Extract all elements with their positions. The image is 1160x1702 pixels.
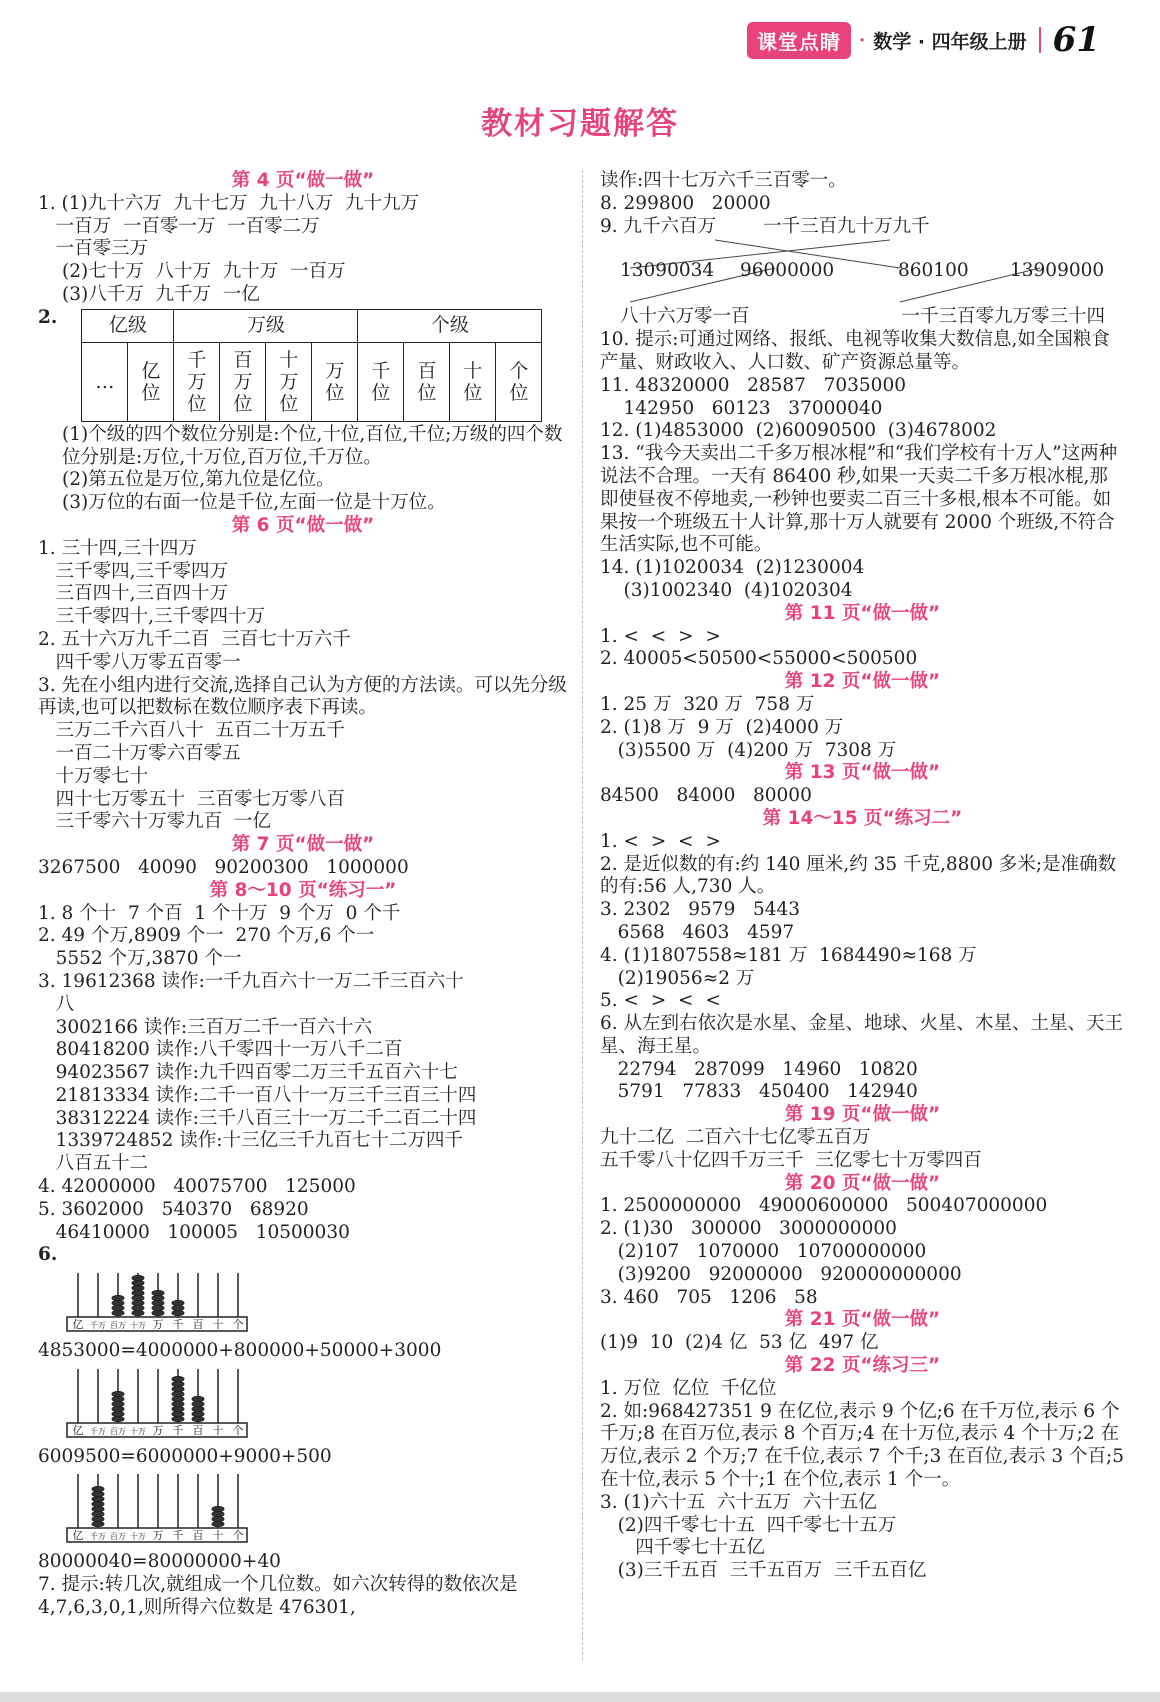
answer-line: 三千零四,三千零四万 bbox=[38, 560, 229, 582]
answer-line: 94023567 读作:九千四百零二万三千五百六十七 bbox=[38, 1062, 458, 1084]
answer-line: 11. 48320000 28587 7035000 bbox=[600, 374, 906, 396]
abacus-bead bbox=[172, 1396, 184, 1401]
abacus-label: 十万 bbox=[130, 1426, 146, 1436]
abacus-label: 十 bbox=[212, 1529, 224, 1543]
abacus-label: 千 bbox=[172, 1423, 184, 1437]
answer-line: 3. 460 705 1206 58 bbox=[600, 1286, 818, 1308]
answer-line: 5552 个万,3870 个一 bbox=[38, 948, 242, 970]
section-heading: 第 12 页“做一做” bbox=[784, 671, 941, 693]
table-cell: … bbox=[82, 342, 128, 421]
abacus-bead bbox=[172, 1386, 184, 1391]
abacus-label: 千 bbox=[172, 1318, 184, 1332]
abacus-bead bbox=[172, 1381, 184, 1386]
abacus-bead bbox=[92, 1497, 104, 1502]
answer-note: (1)个级的四个数位分别是:个位,十位,百位,千位;万级的四个数位分别是:万位,十万位,百万位,千万位。 bbox=[62, 423, 563, 468]
section-heading: 第 22 页“练习三” bbox=[784, 1355, 941, 1377]
abacus-bead bbox=[152, 1306, 164, 1311]
question-number: 6. bbox=[38, 1244, 58, 1266]
answer-paragraph: 2. 是近似数的有:约 140 厘米,约 35 千克,8800 多米;是准确数的有:56 人,730 人。 bbox=[600, 853, 1117, 898]
abacus-label: 千万 bbox=[90, 1532, 106, 1542]
abacus-diagram bbox=[66, 1271, 266, 1333]
abacus-bead bbox=[112, 1296, 124, 1301]
answer-line: 46410000 100005 10500030 bbox=[38, 1221, 350, 1243]
answer-line: 5. 3602000 540370 68920 bbox=[38, 1198, 309, 1220]
abacus-bead bbox=[92, 1492, 104, 1497]
answer-line: 八百五十二 bbox=[38, 1153, 149, 1175]
abacus-label: 万 bbox=[152, 1529, 164, 1543]
abacus-bead bbox=[92, 1522, 104, 1527]
header-divider bbox=[1039, 27, 1041, 53]
answer-line: 38312224 读作:三千八百三十一万二千二百二十四 bbox=[38, 1107, 477, 1129]
abacus-bead bbox=[212, 1517, 224, 1522]
question-number: 2. bbox=[38, 306, 58, 328]
equation-line: 6009500=6000000+9000+500 bbox=[38, 1445, 332, 1467]
answer-line: 四千零七十五亿 bbox=[600, 1537, 765, 1559]
answer-line: 三千零六十万零九百 一亿 bbox=[38, 811, 271, 833]
section-heading: 第 20 页“做一做” bbox=[784, 1172, 941, 1194]
table-cell: 百万位 bbox=[220, 342, 266, 421]
answer-line: 三百四十,三百四十万 bbox=[38, 583, 229, 605]
abacus-bead bbox=[212, 1512, 224, 1517]
answer-line: (2)107 1070000 10700000000 bbox=[600, 1241, 927, 1263]
abacus-bead bbox=[92, 1507, 104, 1512]
abacus-bead bbox=[132, 1281, 144, 1286]
match-number: 860100 bbox=[898, 260, 969, 282]
abacus-bead bbox=[112, 1391, 124, 1396]
abacus-bead bbox=[92, 1502, 104, 1507]
abacus-diagram bbox=[66, 1367, 266, 1439]
answer-line: 读作:四十七万六千三百零一。 bbox=[600, 170, 847, 191]
answer-line: 十万零七十 bbox=[38, 765, 149, 787]
abacus-label: 十万 bbox=[130, 1321, 146, 1331]
page-footer-strip bbox=[0, 1692, 1160, 1702]
answer-paragraph: 7. 提示:转几次,就组成一个几位数。如六次转得的数依次是 4,7,6,3,0,1,则所得六位数是 476301, bbox=[38, 1574, 518, 1618]
abacus-bead bbox=[132, 1296, 144, 1301]
abacus-bead bbox=[92, 1512, 104, 1517]
answer-note: (3)万位的右面一位是千位,左面一位是十万位。 bbox=[62, 492, 446, 514]
answer-line: 1. < > < > bbox=[600, 830, 721, 852]
abacus-bead bbox=[192, 1406, 204, 1411]
abacus-label: 个 bbox=[232, 1318, 244, 1332]
abacus-bead bbox=[132, 1291, 144, 1296]
answer-line: 3. (1)六十五 六十五万 六十五亿 bbox=[600, 1491, 877, 1513]
abacus-label: 亿 bbox=[72, 1423, 84, 1437]
abacus-label: 个 bbox=[232, 1529, 244, 1543]
header-dot: · bbox=[858, 29, 866, 51]
answer-line: 三万二千六百八十 五百二十万五千 bbox=[38, 720, 345, 742]
abacus-bead bbox=[172, 1406, 184, 1411]
abacus-label: 千万 bbox=[90, 1321, 106, 1331]
abacus-label: 万 bbox=[152, 1318, 164, 1332]
book-badge: 课堂点睛 bbox=[747, 22, 851, 59]
answer-line: 1339724852 读作:十三亿三千九百七十二万四千 bbox=[38, 1130, 463, 1152]
abacus-bead bbox=[112, 1311, 124, 1316]
equation-line: 4853000=4000000+800000+50000+3000 bbox=[38, 1340, 442, 1362]
answer-line: 84500 84000 80000 bbox=[600, 785, 812, 807]
abacus-bead bbox=[132, 1276, 144, 1281]
abacus-label: 百 bbox=[192, 1318, 204, 1332]
abacus-bead bbox=[112, 1401, 124, 1406]
abacus-label: 个 bbox=[232, 1423, 244, 1437]
answer-paragraph: 3. 先在小组内进行交流,选择自己认为方便的方法读。可以先分级再读,也可以把数标在数位顺序表下再读。 bbox=[38, 674, 567, 719]
abacus-bead bbox=[112, 1306, 124, 1311]
answer-line: 一百零三万 bbox=[38, 238, 149, 260]
answer-line: (2)19056≈2 万 bbox=[600, 967, 755, 989]
section-heading: 第 13 页“做一做” bbox=[784, 762, 941, 784]
answer-line: 3. 2302 9579 5443 bbox=[600, 899, 801, 921]
table-cell: 万位 bbox=[312, 342, 358, 421]
answer-line: 2. 49 个万,8909 个一 270 个万,6 个一 bbox=[38, 925, 375, 947]
answer-line: 2. (1)30 300000 3000000000 bbox=[600, 1218, 897, 1240]
abacus-bead bbox=[132, 1306, 144, 1311]
answer-line: 八 bbox=[38, 993, 75, 1015]
abacus-bead bbox=[112, 1301, 124, 1306]
match-word: 一千三百零九万零三十四 bbox=[901, 306, 1105, 328]
answer-line: (2)四千零七十五 四千零七十五万 bbox=[600, 1514, 897, 1536]
abacus-label: 千万 bbox=[90, 1426, 106, 1436]
abacus-label: 万 bbox=[152, 1423, 164, 1437]
abacus-label: 十 bbox=[212, 1318, 224, 1332]
section-heading: 第 6 页“做一做” bbox=[231, 514, 375, 536]
abacus-label: 十 bbox=[212, 1423, 224, 1437]
answer-line: (3)三千五百 三千五百万 三千五百亿 bbox=[600, 1560, 927, 1582]
abacus-bead bbox=[172, 1376, 184, 1381]
table-cell: 亿位 bbox=[128, 342, 174, 421]
section-heading: 第 8～10 页“练习一” bbox=[209, 879, 397, 901]
answer-line: 1. 25 万 320 万 758 万 bbox=[600, 693, 815, 715]
abacus-diagram bbox=[66, 1472, 266, 1544]
abacus-bead bbox=[112, 1416, 124, 1421]
abacus-bead bbox=[152, 1301, 164, 1306]
abacus-bead bbox=[172, 1401, 184, 1406]
answer-note: (2)第五位是万位,第九位是亿位。 bbox=[62, 469, 335, 491]
page-title: 教材习题解答 bbox=[481, 106, 679, 142]
abacus-bead bbox=[152, 1296, 164, 1301]
answer-line: (3)5500 万 (4)200 万 7308 万 bbox=[600, 739, 897, 761]
section-heading: 第 7 页“做一做” bbox=[231, 834, 375, 856]
answer-line: 3267500 40090 90200300 1000000 bbox=[38, 856, 409, 878]
answer-line: 九十二亿 二百六十七亿零五百万 bbox=[600, 1127, 871, 1149]
page-header bbox=[747, 20, 1100, 60]
answer-line: 14. (1)1020034 (2)1230004 bbox=[600, 557, 865, 579]
abacus-bead bbox=[212, 1522, 224, 1527]
answer-line: 21813334 读作:二千一百八十一万三千三百三十四 bbox=[38, 1084, 477, 1106]
answer-line: 6568 4603 4597 bbox=[600, 921, 795, 943]
abacus-bead bbox=[132, 1311, 144, 1316]
abacus-bead bbox=[172, 1306, 184, 1311]
abacus-label: 亿 bbox=[72, 1529, 84, 1543]
answer-line: 2. (1)8 万 9 万 (2)4000 万 bbox=[600, 716, 844, 738]
section-heading: 第 19 页“做一做” bbox=[784, 1104, 941, 1126]
match-word: 八十六万零一百 bbox=[620, 306, 750, 328]
section-heading: 第 11 页“做一做” bbox=[784, 602, 941, 624]
answer-line: 五千零八十亿四千万三千 三亿零七十万零四百 bbox=[600, 1149, 982, 1171]
column-divider bbox=[582, 170, 583, 1660]
answer-line: 2. 40005<50500<55000<500500 bbox=[600, 648, 918, 670]
section-heading: 第 14～15 页“练习二” bbox=[762, 807, 963, 829]
equation-line: 80000040=80000000+40 bbox=[38, 1551, 281, 1573]
abacus-bead bbox=[172, 1411, 184, 1416]
abacus-label: 百 bbox=[192, 1423, 204, 1437]
answer-line: (3)9200 92000000 920000000000 bbox=[600, 1263, 962, 1285]
answer-paragraph: 6. 从左到右依次是水星、金星、地球、火星、木星、土星、天王星、海王星。 bbox=[600, 1013, 1124, 1057]
answer-line: 1. < < > > bbox=[600, 625, 721, 647]
abacus-label: 百万 bbox=[110, 1321, 126, 1331]
abacus-bead bbox=[172, 1416, 184, 1421]
answer-line: 一百万 一百零一万 一百零二万 bbox=[38, 215, 320, 237]
table-cell: 十万位 bbox=[266, 342, 312, 421]
match-number: 96000000 bbox=[740, 260, 835, 282]
answer-line: 4. (1)1807558≈181 万 1684490≈168 万 bbox=[600, 944, 977, 966]
abacus-label: 千 bbox=[172, 1529, 184, 1543]
table-header-wan: 万级 bbox=[174, 309, 358, 342]
table-cell: 个位 bbox=[496, 342, 542, 421]
answer-line: 1. 8 个十 7 个百 1 个十万 9 个万 0 个千 bbox=[38, 902, 401, 924]
left-column bbox=[38, 170, 568, 1620]
right-column bbox=[600, 170, 1125, 1583]
answer-line: 4. 42000000 40075700 125000 bbox=[38, 1176, 356, 1198]
abacus-bead bbox=[192, 1396, 204, 1401]
table-cell: 千位 bbox=[358, 342, 404, 421]
abacus-bead bbox=[112, 1396, 124, 1401]
answer-line: 1. (1)九十六万 九十七万 九十八万 九十九万 bbox=[38, 192, 420, 214]
answer-line: 1. 2500000000 49000600000 500407000000 bbox=[600, 1195, 1048, 1217]
abacus-bead bbox=[192, 1401, 204, 1406]
answer-line: 三千零四十,三千零四十万 bbox=[38, 606, 266, 628]
answer-line: (2)七十万 八十万 九十万 一百万 bbox=[62, 261, 346, 283]
page-number: 61 bbox=[1052, 20, 1100, 60]
table-cell: 千万位 bbox=[174, 342, 220, 421]
answer-line: 1. 万位 亿位 千亿位 bbox=[600, 1377, 777, 1399]
subject-label: 数学 · 四年级上册 bbox=[873, 30, 1027, 53]
answer-line: 80418200 读作:八千零四十一万八千二百 bbox=[38, 1039, 403, 1061]
answer-line: (1)9 10 (2)4 亿 53 亿 497 亿 bbox=[600, 1332, 879, 1354]
section-heading: 第 4 页“做一做” bbox=[231, 170, 375, 191]
matching-diagram bbox=[600, 238, 1125, 306]
abacus-label: 亿 bbox=[72, 1318, 84, 1332]
abacus-bead bbox=[192, 1411, 204, 1416]
abacus-bead bbox=[152, 1311, 164, 1316]
match-number: 13090034 bbox=[620, 260, 715, 282]
abacus-bead bbox=[212, 1507, 224, 1512]
abacus-bead bbox=[172, 1301, 184, 1306]
answer-line: 12. (1)4853000 (2)60090500 (3)4678002 bbox=[600, 420, 997, 442]
answer-line: 142950 60123 37000040 bbox=[600, 397, 883, 419]
abacus-bead bbox=[192, 1416, 204, 1421]
answer-paragraph: 13. “我今天卖出二千多万根冰棍”和“我们学校有十万人”这两种说法不合理。一天有 86400 秒,如果一天卖二千多万根冰棍,那即使昼夜不停地卖,一秒钟也要卖二百三十多根,根本不可能。如果按一个班级五十人计算,那十万人就要有 2000 个班级,不符合生活实际,也不可能。 bbox=[600, 443, 1118, 556]
table-cell: 十位 bbox=[450, 342, 496, 421]
answer-line: 1. 三十四,三十四万 bbox=[38, 537, 197, 559]
table-cell: 百位 bbox=[404, 342, 450, 421]
abacus-bead bbox=[172, 1311, 184, 1316]
answer-line: 3. 19612368 读作:一千九百六十一万二千三百六十 bbox=[38, 970, 464, 992]
abacus-bead bbox=[92, 1517, 104, 1522]
place-value-table bbox=[81, 309, 542, 422]
abacus-bead bbox=[152, 1291, 164, 1296]
abacus-label: 百 bbox=[192, 1529, 204, 1543]
abacus-bead bbox=[112, 1406, 124, 1411]
abacus-label: 百万 bbox=[110, 1426, 126, 1436]
table-header-ge: 个级 bbox=[358, 309, 542, 342]
match-number: 13909000 bbox=[1010, 260, 1105, 282]
answer-line: 5791 77833 450400 142940 bbox=[600, 1081, 918, 1103]
answer-paragraph: 10. 提示:可通过网络、报纸、电视等收集大数信息,如全国粮食产量、财政收入、人口数、矿产资源总量等。 bbox=[600, 329, 1110, 373]
answer-line: 22794 287099 14960 10820 bbox=[600, 1058, 918, 1080]
answer-line: 四千零八万零五百零一 bbox=[38, 651, 241, 673]
answer-line: 3002166 读作:三百万二千一百六十六 bbox=[38, 1016, 373, 1038]
answer-paragraph: 2. 如:968427351 9 在亿位,表示 9 个亿;6 在千万位,表示 6 个千万;8 在百万位,表示 8 个百万;4 在十万位,表示 4 个十万;2 在万位,表示 2 个万;7 在千位,表示 7 个千;3 在百位,表示 3 个百;5 在十位,表示 5 个十;1 在个位,表示 1 个一。 bbox=[600, 1400, 1125, 1491]
abacus-bead bbox=[92, 1487, 104, 1492]
answer-line: 5. < > < < bbox=[600, 990, 721, 1012]
answer-line: 9. 九千六百万 一千三百九十万九千 bbox=[600, 215, 930, 237]
abacus-bead bbox=[132, 1301, 144, 1306]
answer-line: 8. 299800 20000 bbox=[600, 192, 771, 214]
answer-line: (3)1002340 (4)1020304 bbox=[600, 579, 853, 601]
answer-line: (3)八千万 九千万 一亿 bbox=[62, 283, 260, 305]
table-header-yi: 亿级 bbox=[82, 309, 174, 342]
abacus-bead bbox=[172, 1391, 184, 1396]
answer-line: 一百二十万零六百零五 bbox=[38, 742, 241, 764]
abacus-label: 十万 bbox=[130, 1532, 146, 1542]
answer-line: 四十七万零五十 三百零七万零八百 bbox=[38, 788, 345, 810]
abacus-bead bbox=[112, 1411, 124, 1416]
section-heading: 第 21 页“做一做” bbox=[784, 1309, 941, 1331]
abacus-label: 百万 bbox=[110, 1532, 126, 1542]
answer-line: 2. 五十六万九千二百 三百七十万六千 bbox=[38, 628, 351, 650]
abacus-bead bbox=[132, 1286, 144, 1291]
